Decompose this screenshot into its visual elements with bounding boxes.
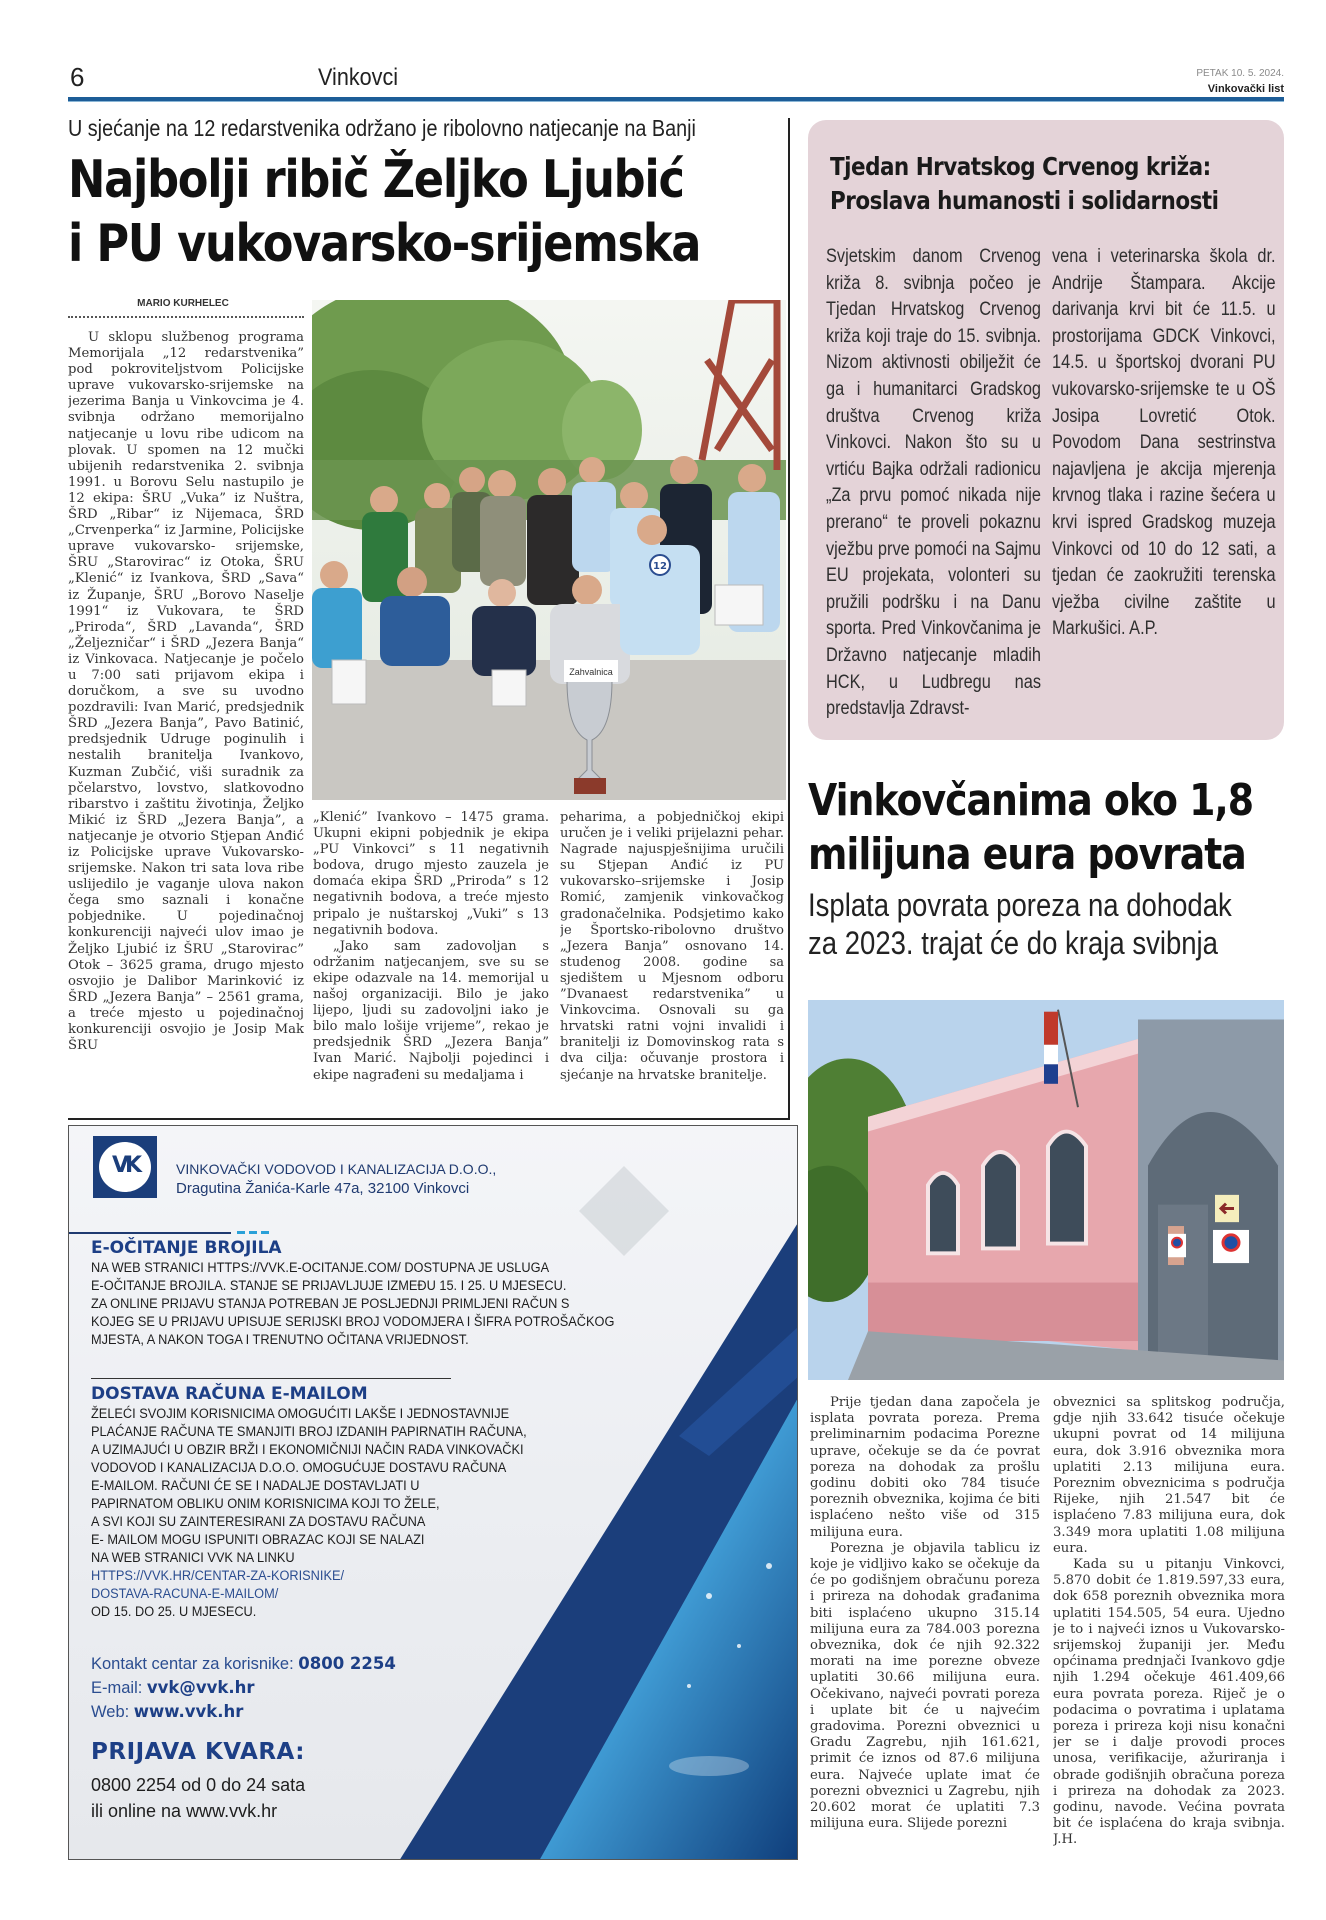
- ad-line: MJESTA, A NAKON TOGA I TRENUTNO OČITANA VRIJEDNOST.: [91, 1332, 469, 1348]
- group-photo-image: [312, 300, 786, 800]
- page-number: 6: [70, 62, 85, 92]
- ad-line: VODOVOD I KANALIZACIJA D.O.O. OMOGUĆUJE DOSTAVU RAČUNA: [91, 1460, 507, 1476]
- ad-fault-report-body: [91, 1772, 305, 1824]
- ad-email-billing-link-cont[interactable]: DOSTAVA-RACUNA-E-MAILOM/: [91, 1586, 279, 1602]
- headline-line-1: Najbolji ribič Željko Ljubić: [68, 150, 684, 210]
- red-cross-column-1: Svjetskim danom Crvenog križa 8. svibnja počeo je Tjedan Hrvatskog Crvenog križa koji traje do 15. svibnja. Nizom aktivnosti obilježit će ga i humanitarci Gradskog društva Crvenog križa Vinkovci. Nakon što su u vrtiću Bajka održali radionicu „Za prvu pomoć nikada nije prerano“ te proveli pokaznu vježbu prve pomoći na Sajmu EU projekata, volonteri su pružili podršku i na Danu sporta. Pred Vinkovčanima je Državno natjecanje mladih HCK, u Ludbregu nas predstavlja Zdravst-: [826, 246, 1041, 720]
- ad-section-divider: [91, 1378, 451, 1379]
- fishing-article-column-3: [560, 810, 784, 1084]
- ad-section-body-email-billing: [91, 1405, 667, 1621]
- paragraph: Prije tjedan dana započela je isplata povrata poreza. Prema preliminarnim podacima Porezne uprave, očekuje se da će povrat poreza na dohodak za prošlu godinu dobiti oko 784 tisuće poreznih obveznika, kojima će biti isplaćeno nešto više od 315 milijuna eura.: [810, 1395, 1040, 1540]
- ad-fault-line-2: ili online na www.vvk.hr: [91, 1801, 278, 1821]
- paragraph: obveznici sa splitskog područja, gdje njih 33.642 tisuće očekuje ukupni povrat od 14 milijuna eura, dok 3.916 obveznika mora uplatiti 2.13 milijuna eura. Poreznim obveznicima s područja Rijeke, njih 21.547 bit će isplaćeno 7.83 milijuna eura, dok 3.349 mora uplatiti 1.08 milijuna eura.: [1053, 1395, 1285, 1556]
- article-divider: [68, 1118, 790, 1120]
- ad-email-link[interactable]: vvk@vvk.hr: [146, 1678, 255, 1697]
- ad-line: KOJEG SE U PRIJAVU UPISUJE SERIJSKI BROJ VODOMJERA I ŠIFRA POTROŠAČKOG: [91, 1314, 615, 1330]
- tax-article-subheadline: [808, 886, 1290, 962]
- ad-web-label: Web:: [91, 1703, 134, 1721]
- header-rule-thin: [68, 101, 1284, 102]
- fishing-team-photo: [312, 300, 786, 800]
- ad-line: E-OČITANJE BROJILA. STANJE SE PRIJAVLJUJE IZMEĐU 15. I 25. U MJESECU.: [91, 1278, 567, 1294]
- ad-line: E- MAILOM MOGU ISPUNITI OBRAZAC KOJI SE NALAZI: [91, 1532, 425, 1548]
- tax-subheadline-line-1: Isplata povrata poreza na dohodak: [808, 887, 1232, 923]
- shirt-number: 12: [653, 561, 667, 572]
- ad-company-name: VINKOVAČKI VODOVOD I KANALIZACIJA D.O.O.,: [176, 1161, 497, 1177]
- ad-dash: [249, 1231, 257, 1234]
- paragraph: U sklopu službenog programa Memorijala „12 redarstvenika” pod pokroviteljstvom Policijske uprave vukovarsko-srijemske na jezerima Banja u Vinkovcima je 4. svibnja održano memorijalno natjecanje u lovu ribe udicom na plovak. U spomen na 12 mučki ubijenih redarstvenika 2. svibnja 1991. u Borovu Selu nastupilo je 12 ekipa: ŠRU „Vuka” iz Nuštra, ŠRD „Ribar“ iz Nijemaca, ŠRD „Crvenperka“ iz Jarmine, Policijske uprave vukovarsko- srijemske, ŠRU „Starovirac“ iz Otoka, ŠRU „Klenić“ iz Ivankova, ŠRD „Sava“ iz Županje, ŠRU „Borovo Naselje 1991“ iz Vukovara, te ŠRD „Priroda“, ŠRD „Lavanda“, ŠRD „Željezničar“ i ŠRD „Jezera Banja“ iz Vinkovaca. Natjecanje je počelo u 7:00 sati prijavom ekipa i doručkom, a sve su uvodno pozdravili: Ivan Marić, predsjednik ŠRD „Jezera Banja”, Pavo Batinić, predsjednik Udruge poginulih i nestalih branitelja Ivankovo, Kuzman Zubčić, viši suradnik za pčelarstvo, lovstvo, slatkovodno ribarstvo i zaštitu životinja, Željko Mikić iz ŠRD „Jezera Banja”, a natjecanje je otvorio Stjepan Anđić iz Policijske uprave Vukovarsko-srijemske. Nakon tri sata lova ribe uslijedilo je vaganje ulova nakon čega smo saznali i konačne pobjednike. U pojedinačnoj konkurenciji najveći ulov imao je Željko Ljubić iz ŠRU „Starovirac” Otok – 3625 grama, drugo mjesto osvojio je Dalibor Marinković iz ŠRD „Jezera Banja” – 2561 grama, a treće mjesto u pojedinačnoj konkurenciji osvojio je Josip Mak ŠRU: [68, 330, 304, 1054]
- ad-web-link[interactable]: www.vvk.hr: [133, 1702, 244, 1721]
- vvk-logo-mark: VK: [111, 1153, 139, 1178]
- tax-article-column-2: [1053, 1395, 1285, 1849]
- ad-line: PAPIRNATOM OBLIKU ONIM KORISNICIMA KOJI TO ŽELE,: [91, 1496, 440, 1512]
- tax-headline-line-2: milijuna eura povrata: [808, 829, 1246, 880]
- paragraph: Porezna je objavila tablicu iz koje je vidljivo kako se očekuje da će po godišnjem obračunu poreza i prireza na dohodak građanima biti isplaćeno ukupno 315.14 milijuna eura za 784.003 porezna obveznika, dok će njih 92.322 morati na ime porezne obveze uplatiti 30.66 milijuna eura. Očekivano, najveći povrati poreza i uplate bit će u najvećim gradovima. Porezni obveznici u Gradu Zagrebu, njih 161.621, primit će iznos od 87.6 milijuna eura. Najveće uplate imat će porezni obveznici u Zagrebu, njih 20.602 morat će uplatiti 7.3 milijuna eura. Slijede porezni: [810, 1540, 1040, 1832]
- ad-line: NA WEB STRANICI VVK NA LINKU: [91, 1550, 295, 1566]
- ad-section-title-meter-reading: E-OČITANJE BROJILA: [91, 1238, 282, 1258]
- paragraph: „Jako sam zadovoljan s održanim natjecanjem, sve su se ekipe odazvale na 14. memorijal u našoj organizaciji. Bilo je jako lijepo, ljudi su zadovoljni iako je bilo malo lošije vrijeme”, rekao je predsjednik ŠRD „Jezera Banja” Ivan Marić. Najbolji pojedinci i ekipe nagrađeni su medaljama i: [313, 938, 549, 1083]
- tax-office-building-photo: [808, 1000, 1284, 1380]
- paragraph: „Klenić” Ivankovo – 1475 grama. Ukupni ekipni pobjednik je ekipa „PU Vinkovci” s 11 negativnih bodova, drugo mjesto zauzela je domaća ekipa ŠRD „Priroda” s 12 negativnih bodova, a treće mjesto pripalo je nuštarskoj „Vuki” s 13 negativnih bodova.: [313, 810, 549, 938]
- paragraph: peharima, a pobjedničkoj ekipi uručen je i veliki prijelazni pehar. Nagrade najuspješnijima uručili su Stjepan Anđić iz PU vukovarsko–srijemske i Josip Romić, zamjenik vinkovačkog gradonačelnika. Podsjetimo kako je Športsko-ribolovno društvo „Jezera Banja” osnovano 14. studenog 2008. godine sa sjedištem u Mjesnom odboru ”Dvanaest redarstvenika” u Vinkovcima. Osnovali su ga hrvatski ratni vojni invalidi i branitelji iz Domovinskog rata s dva cilja: očuvanje prostora i sjećanje na hrvatske branitelje.: [560, 810, 784, 1083]
- tax-headline-line-1: Vinkovčanima oko 1,8: [808, 775, 1254, 826]
- ad-email-row: [91, 1676, 396, 1700]
- paragraph: Kada su u pitanju Vinkovci, 5.870 dobit će 1.819.597,33 eura, dok 658 poreznih obveznika mora uplatiti 154.505, 54 eura. Ujedno je to i najveći iznos u Vukovarsko-srijemskoj županiji jer. Među općinama prednjači Ivankovo gdje njih 1.294 očekuje 461.409,66 eura povrata poreza. Riječ je o podacima o povratima i uplatama poreza i prireza koji nisu konačni jer se i dalje provodi proces unosa, verifikacije, ažuriranja i obrade godišnjih obračuna poreza i prireza na dohodak za 2023. godinu, navode. Većina povrata bit će isplaćena do kraja svibnja. J.H.: [1053, 1557, 1285, 1848]
- fishing-article-column-1: [68, 330, 304, 1054]
- byline: MARIO KURHELEC: [137, 298, 229, 309]
- fishing-article-kicker: U sjećanje na 12 redarstvenika održano je ribolovno natjecanje na Banji: [68, 115, 696, 141]
- ad-section-body-meter-reading: [91, 1259, 667, 1349]
- fishing-article-column-2: [313, 810, 549, 1084]
- ad-email-billing-link[interactable]: HTTPS://VVK.HR/CENTAR-ZA-KORISNIKE/: [91, 1568, 345, 1584]
- ad-web-row: [91, 1700, 396, 1724]
- trophy-label: Zahvalnica: [569, 667, 613, 677]
- ad-fault-report-title: PRIJAVA KVARA:: [91, 1739, 305, 1765]
- ad-line: ŽELEĆI SVOJIM KORISNICIMA OMOGUĆITI LAKŠE I JEDNOSTAVNIJE: [91, 1406, 510, 1422]
- ad-section-title-email-billing: DOSTAVA RAČUNA E-MAILOM: [91, 1384, 368, 1404]
- ad-line: A SVI KOJI SU ZAINTERESIRANI ZA DOSTAVU RAČUNA: [91, 1514, 426, 1530]
- newspaper-name: Vinkovački list: [1207, 83, 1284, 95]
- ad-line: NA WEB STRANICI HTTPS://VVK.E-OCITANJE.COM/ DOSTUPNA JE USLUGA: [91, 1260, 550, 1276]
- vvk-advertisement: [68, 1125, 798, 1860]
- tax-article-headline: [808, 774, 1290, 882]
- ad-company-address: Dragutina Žanića-Karle 47a, 32100 Vinkovci: [176, 1180, 470, 1197]
- headline-line-2: i PU vukovarsko-srijemska: [68, 214, 701, 274]
- ad-line: OD 15. DO 25. U MJESECU.: [91, 1604, 257, 1620]
- red-cross-title-line-1: Tjedan Hrvatskog Crvenog križa:: [830, 152, 1211, 181]
- vvk-logo: [93, 1136, 157, 1198]
- ad-contact-phone[interactable]: 0800 2254: [298, 1654, 396, 1673]
- ad-contact-center: [91, 1652, 396, 1676]
- byline-divider: [68, 316, 304, 318]
- ad-line: ZA ONLINE PRIJAVU STANJA POTREBAN JE POSLJEDNJI PRIMLJENI RAČUN S: [91, 1296, 570, 1312]
- column-divider: [788, 118, 790, 1118]
- ad-email-label: E-mail:: [91, 1679, 147, 1697]
- fishing-article-headline: [68, 148, 756, 276]
- ad-divider: [69, 1232, 231, 1234]
- ad-line: A UZIMAJUĆI U OBZIR BRŽI I EKONOMIČNIJI NAČIN RADA VINKOVAČKI: [91, 1442, 524, 1458]
- ad-line: E-MAILOM. RAČUNI ĆE SE I NADALJE DOSTAVLJATI U: [91, 1478, 420, 1494]
- building-photo-image: [808, 1000, 1284, 1380]
- tax-subheadline-line-2: za 2023. trajat će do kraja svibnja: [808, 925, 1218, 961]
- issue-date: PETAK 10. 5. 2024.: [1196, 68, 1284, 79]
- ad-dash: [261, 1231, 269, 1234]
- red-cross-column-2: vena i veterinarska škola dr. Andrije Štampara. Akcije darivanja krvi bit će 11.5. u prostorijama GDCK Vinkovci, 14.5. u športskoj dvorani PU vukovarsko-srijemske te u OŠ Josipa Lovretić Otok. Povodom Dana sestrinstva najavljena je akcija mjerenja krvnog tlaka i razine šećera u krvi ispred Gradskog muzeja Vinkovci od 10 do 12 sati, a tjedan će zaokružiti terenska vježba civilne zaštite u Markušici. A.P.: [1052, 246, 1276, 640]
- ad-contact-block: [91, 1652, 396, 1724]
- ad-contact-label: Kontakt centar za korisnike:: [91, 1655, 299, 1673]
- red-cross-title-line-2: Proslava humanosti i solidarnosti: [830, 186, 1219, 215]
- ad-fault-line-1: 0800 2254 od 0 do 24 sata: [91, 1775, 306, 1795]
- ad-line: PLAĆANJE RAČUNA TE SMANJITI BROJ IZDANIH PAPIRNATIH RAČUNA,: [91, 1424, 527, 1440]
- ad-dash: [237, 1231, 245, 1234]
- section-name: Vinkovci: [318, 64, 399, 91]
- red-cross-title: [830, 150, 1277, 218]
- tax-article-column-1: [810, 1395, 1040, 1832]
